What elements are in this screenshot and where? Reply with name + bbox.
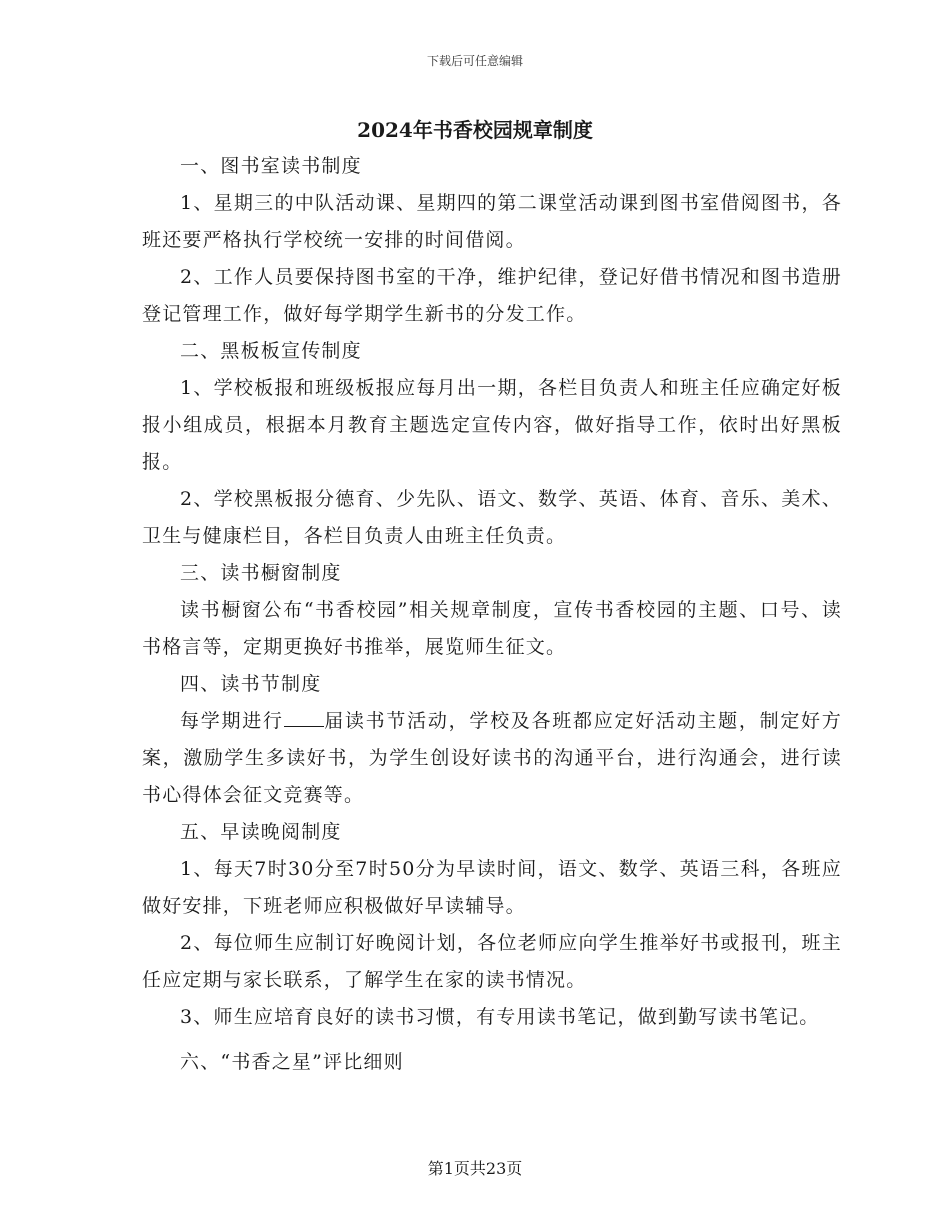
section-heading-blackboard: 二、黑板板宣传制度: [180, 340, 362, 362]
paragraph-text: 届读书节活动，学校及各班都应定好活动主题，制定好方案，激励学生多读好书，为学生创设好读书的沟通平台，进行沟通会，进行读书心得体会征文竞赛等。: [142, 710, 842, 806]
paragraph: 2、工作人员要保持图书室的干净，维护纪律，登记好借书情况和图书造册登记管理工作，做好每学期学生新书的分发工作。: [142, 266, 842, 325]
section-heading-showcase: 三、读书橱窗制度: [180, 562, 342, 584]
section-heading-morning-reading: 五、早读晚阅制度: [180, 821, 342, 843]
document-title: 2024年书香校园规章制度: [357, 118, 593, 142]
paragraph: 读书橱窗公布“书香校园”相关规章制度，宣传书香校园的主题、口号、读书格言等，定期更换好书推举，展览师生征文。: [142, 599, 842, 658]
paragraph: 1、每天7时30分至7时50分为早读时间，语文、数学、英语三科，各班应做好安排，下班老师应积极做好早读辅导。: [142, 858, 842, 917]
paragraph: [142, 703, 842, 814]
paragraph-text: 每学期进行: [180, 710, 284, 732]
paragraph: 1、星期三的中队活动课、星期四的第二课堂活动课到图书室借阅图书，各班还要严格执行学校统一安排的时间借阅。: [142, 192, 842, 251]
paragraph: 2、每位师生应制订好晚阅计划，各位老师应向学生推举好书或报刊，班主任应定期与家长联系，了解学生在家的读书情况。: [142, 932, 842, 991]
section-heading-star-award: 六、“书香之星”评比细则: [180, 1051, 404, 1073]
fill-in-blank: [284, 706, 324, 727]
section-heading-library: 一、图书室读书制度: [180, 155, 362, 177]
document-body: [142, 148, 842, 1081]
section-heading-reading-festival: 四、读书节制度: [180, 673, 322, 695]
page-number-footer: 第1页共23页: [427, 1159, 523, 1178]
header-note: 下载后可任意编辑: [426, 54, 523, 68]
paragraph: 3、师生应培育良好的读书习惯，有专用读书笔记，做到勤写读书笔记。: [180, 1006, 820, 1028]
paragraph: 2、学校黑板报分德育、少先队、语文、数学、英语、体育、音乐、美术、卫生与健康栏目，各栏目负责人由班主任负责。: [142, 488, 842, 547]
paragraph: 1、学校板报和班级板报应每月出一期，各栏目负责人和班主任应确定好板报小组成员，根据本月教育主题选定宣传内容，做好指导工作，依时出好黑板报。: [142, 377, 842, 473]
